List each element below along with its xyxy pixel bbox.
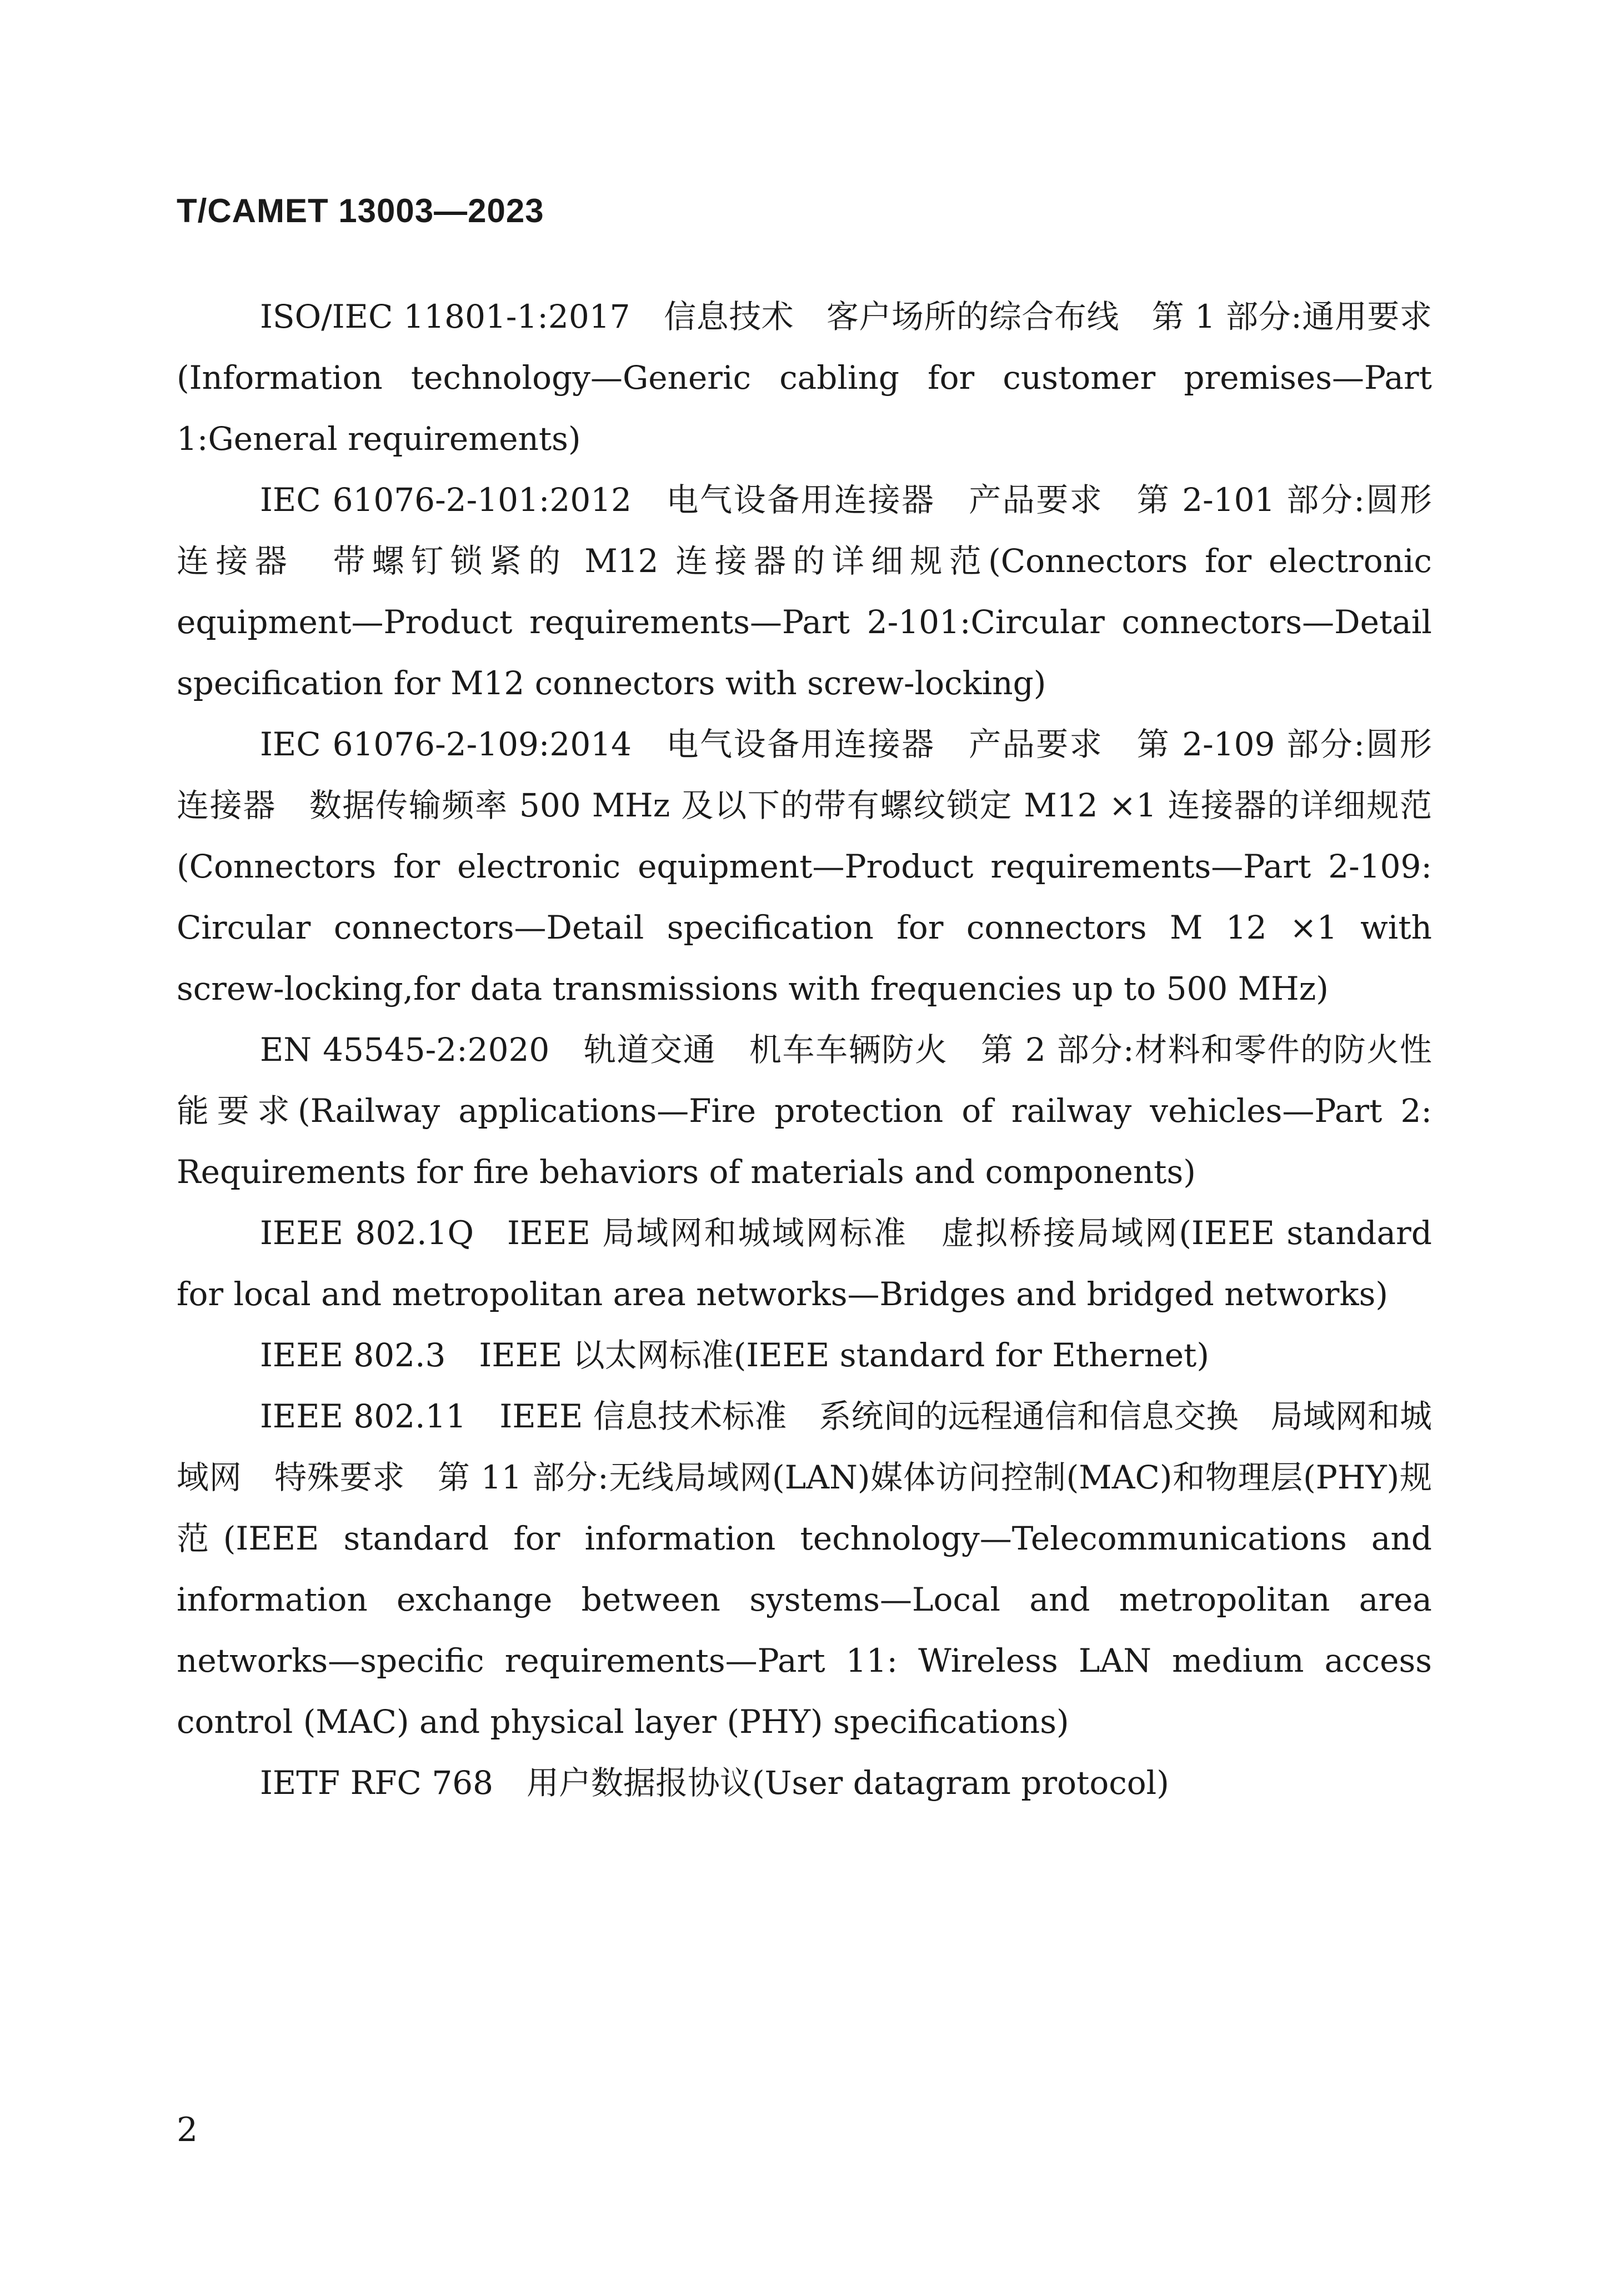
reference-title: 轨道交通 机车车辆防火 第 2 部分:材料和零件的防火性能要求(Railway applications—Fire protection of railway vehicles—Part 2: Requirements for fire behaviors of materials and components) — [177, 1031, 1432, 1191]
reference-entry — [177, 1325, 1432, 1386]
reference-title: IEEE 以太网标准(IEEE standard for Ethernet) — [479, 1336, 1209, 1374]
reference-entry — [177, 1202, 1432, 1325]
reference-code: ISO/IEC 11801-1:2017 — [260, 298, 630, 335]
reference-entry — [177, 1752, 1432, 1813]
reference-title: 电气设备用连接器 产品要求 第 2-101 部分:圆形连接器 带螺钉锁紧的 M12 连接器的详细规范(Connectors for electronic equipment—Product requirements—Part 2-101:Circular connectors—Detail specification for M12 connectors with screw-locking) — [177, 481, 1432, 702]
reference-title: 电气设备用连接器 产品要求 第 2-109 部分:圆形连接器 数据传输频率 500 MHz 及以下的带有螺纹锁定 M12 ×1 连接器的详细规范(Connectors for electronic equipment—Product requirements—Part 2-109: Circular connectors—Detail specification for connectors M 12 ×1 with screw-locking,for data transmissions with frequencies up to 500 MHz) — [177, 725, 1432, 1007]
normative-references-list — [177, 286, 1432, 1813]
reference-code: IETF RFC 768 — [260, 1764, 494, 1802]
reference-code: IEEE 802.11 — [260, 1397, 467, 1435]
reference-entry — [177, 469, 1432, 714]
reference-code: IEC 61076-2-109:2014 — [260, 725, 632, 763]
page-number: 2 — [177, 2110, 198, 2149]
reference-title: 用户数据报协议(User datagram protocol) — [527, 1764, 1169, 1802]
standard-number-header: T/CAMET 13003—2023 — [177, 192, 544, 229]
reference-code: EN 45545-2:2020 — [260, 1031, 550, 1069]
reference-entry — [177, 714, 1432, 1019]
reference-entry — [177, 286, 1432, 469]
reference-title: IEEE 局域网和城域网标准 虚拟桥接局域网(IEEE standard for local and metropolitan area networks—Bridges and bridged networks) — [177, 1214, 1432, 1313]
reference-code: IEEE 802.3 — [260, 1336, 446, 1374]
reference-title: IEEE 信息技术标准 系统间的远程通信和信息交换 局域网和城域网 特殊要求 第 11 部分:无线局域网(LAN)媒体访问控制(MAC)和物理层(PHY)规范(IEEE standard for information technology—Telecommunications and information exchange between systems—Local and metropolitan area networks—specific requirements—Part 11: Wireless LAN medium access control (MAC) and physical layer (PHY) specifications) — [177, 1397, 1432, 1741]
reference-entry — [177, 1019, 1432, 1202]
reference-code: IEC 61076-2-101:2012 — [260, 481, 632, 519]
reference-code: IEEE 802.1Q — [260, 1214, 474, 1252]
reference-title: 信息技术 客户场所的综合布线 第 1 部分:通用要求(Information technology—Generic cabling for customer premises—Part 1:General requirements) — [177, 298, 1432, 458]
reference-entry — [177, 1386, 1432, 1752]
